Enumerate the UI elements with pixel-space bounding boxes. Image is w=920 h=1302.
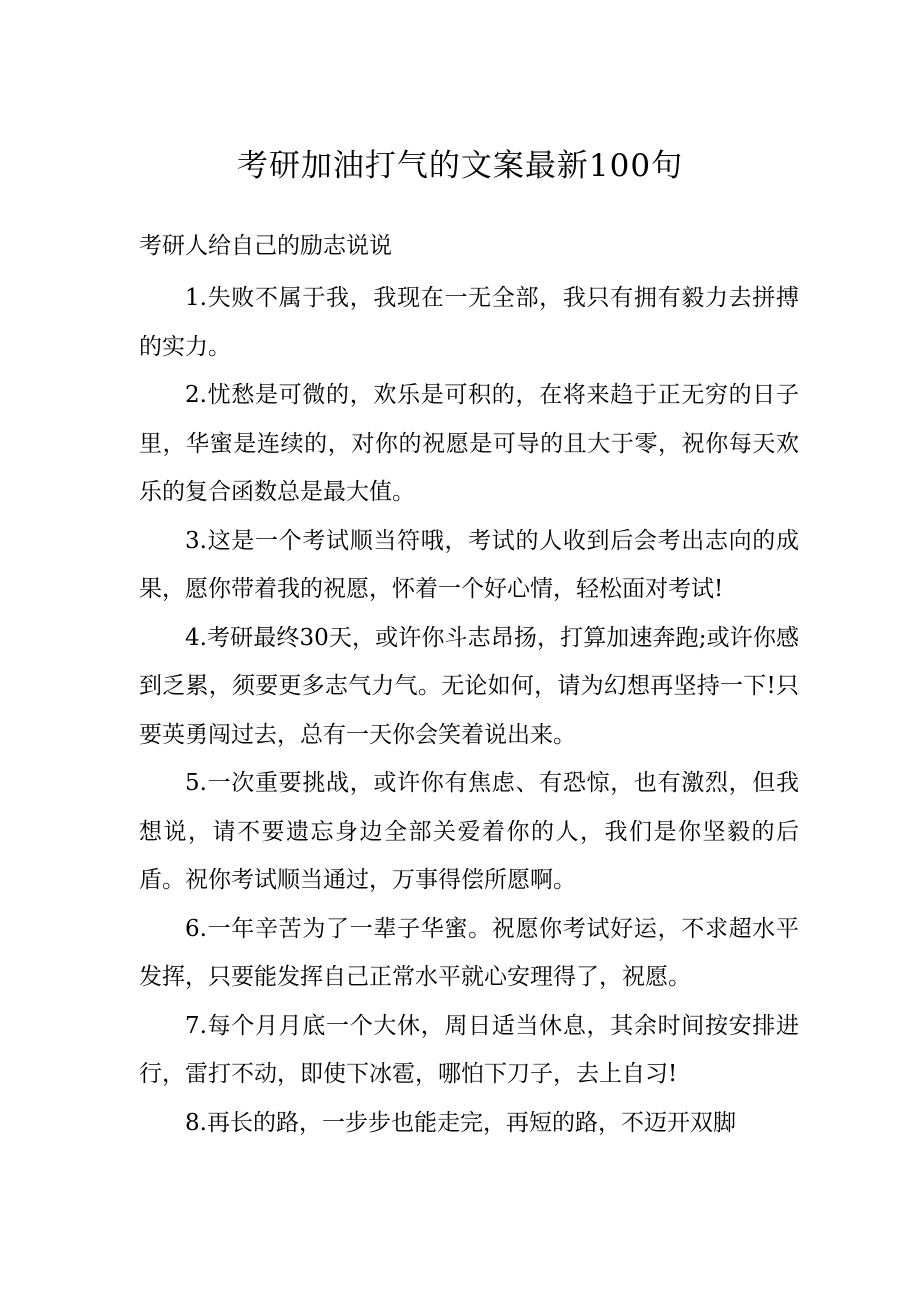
- paragraph-3: 3.这是一个考试顺当符哦，考试的人收到后会考出志向的成果，愿你带着我的祝愿，怀着一个好心情，轻松面对考试!: [139, 527, 799, 602]
- paragraph-7: 7.每个月月底一个大休，周日适当休息，其余时间按安排进行，雷打不动，即使下冰雹，哪怕下刀子，去上自习!: [139, 1012, 799, 1087]
- page-title: 考研加油打气的文案最新100句: [236, 148, 684, 184]
- section-heading: 考研人给自己的励志说说: [139, 233, 392, 259]
- paragraph-list: [139, 274, 799, 1147]
- paragraph-2: 2.忧愁是可微的，欢乐是可积的，在将来趋于正无穷的日子里，华蜜是连续的，对你的祝愿是可导的且大于零，祝你每天欢乐的复合函数总是最大值。: [139, 382, 799, 505]
- paragraph-1: 1.失败不属于我，我现在一无全部，我只有拥有毅力去拼搏的实力。: [139, 285, 799, 360]
- paragraph-8: 8.再长的路，一步步也能走完，再短的路，不迈开双脚: [185, 1109, 736, 1136]
- paragraph-5: 5.一次重要挑战，或许你有焦虑、有恐惊，也有激烈，但我想说，请不要遗忘身边全部关爱着你的人，我们是你坚毅的后盾。祝你考试顺当通过，万事得偿所愿啊。: [139, 770, 799, 893]
- paragraph-6: 6.一年辛苦为了一辈子华蜜。祝愿你考试好运，不求超水平发挥，只要能发挥自己正常水平就心安理得了，祝愿。: [139, 915, 799, 990]
- paragraph-4: 4.考研最终30天，或许你斗志昂扬，打算加速奔跑;或许你感到乏累，须要更多志气力气。无论如何，请为幻想再坚持一下!只要英勇闯过去，总有一天你会笑着说出来。: [139, 624, 799, 748]
